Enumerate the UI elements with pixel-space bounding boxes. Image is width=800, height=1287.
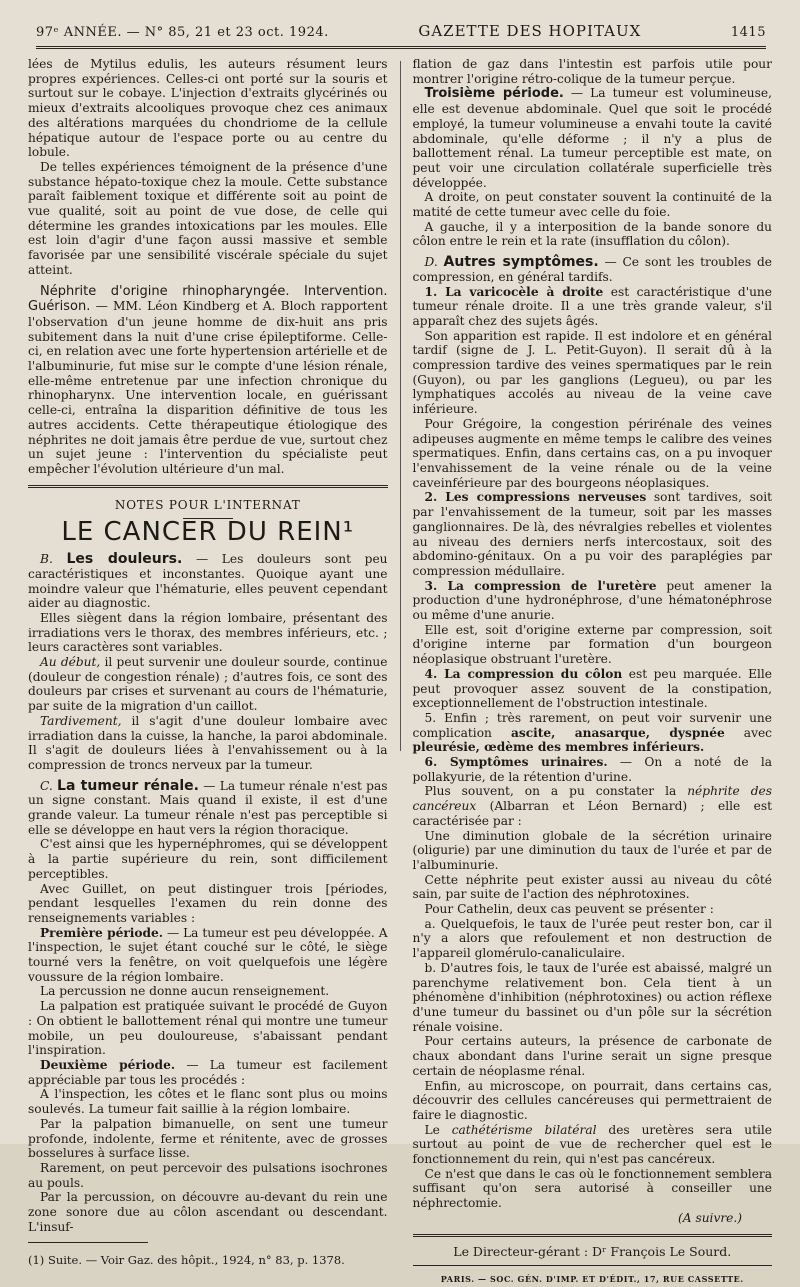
paragraph bbox=[28, 284, 388, 477]
paragraph: Pour certains auteurs, la présence de carbonate de chaux abondant dans l'urine serait un signe presque certain de néoplasme rénal. bbox=[412, 1034, 772, 1078]
paragraph-text: — La tumeur est volumineuse, elle est devenue abdominale. Quel que soit le procédé employé, la tumeur volumineuse a envahi toute la cavité abdominale, qu'elle déforme ; il n'y a plus de ballottement rénal. La tumeur perceptible est mate, on peut voir une circulation collatérale superficielle très développée. bbox=[412, 86, 772, 190]
paragraph bbox=[28, 552, 388, 611]
paragraph bbox=[28, 779, 388, 838]
paragraph-text: avec bbox=[724, 725, 772, 740]
paragraph: Avec Guillet, on peut distinguer trois [périodes, pendant lesquelles l'examen du rein donne des renseignements variables : bbox=[28, 881, 388, 925]
divider bbox=[413, 1234, 773, 1237]
italic-text: néphrite des cancéreux bbox=[412, 784, 772, 814]
paragraph-text: — La tumeur rénale n'est pas un signe constant. Mais quand il existe, il est d'une grande valeur. La tumeur rénale n'est pas perceptible si elle se développe en haut vers la région thoracique. bbox=[28, 778, 388, 837]
paragraph: A l'inspection, les côtes et le flanc sont plus ou moins soulevés. La tumeur fait saillie à la région lombaire. bbox=[28, 1087, 388, 1117]
subsection-title: Deuxième période. bbox=[40, 1058, 176, 1072]
paragraph-text: — Les douleurs sont peu caractéristiques et inconstantes. Quoique ayant une moindre valeur que l'hématurie, elles peuvent cependant aider au diagnostic. bbox=[28, 552, 388, 611]
paragraph: Pour Grégoire, la congestion périrénale des veines adipeuses augmente en même temps le calibre des veines spermatiques. Enfin, dans certains cas, on a pu invoquer l'envahissement de la veine rénale ou de la veine caveinférieure par des bourgeons néoplasiques. bbox=[412, 416, 772, 490]
section-letter: B. bbox=[40, 552, 53, 567]
paragraph bbox=[28, 655, 388, 714]
paragraph-text: — Ce sont les troubles de compression, en général tardifs. bbox=[412, 255, 773, 284]
paragraph bbox=[413, 86, 773, 190]
column-separator bbox=[400, 61, 401, 751]
paragraph: De telles expériences témoignent de la présence d'une substance hépato-toxique chez la moule. Cette substance paraît faiblement toxique et différente soit au point de vue qualité, soit au point de vue dose, de celle qui détermine les grandes intoxications par les moules. Elle est loin d'agir d'une façon aussi massive et semble favorisée par une sensibilité viscérale spéciale du sujet atteint. bbox=[28, 159, 388, 277]
paragraph-text: 5. Enfin ; très rarement, on peut voir survenir une complication bbox=[412, 710, 772, 740]
paragraph bbox=[413, 711, 773, 755]
italic-text: cathétérisme bilatéral bbox=[451, 1122, 597, 1137]
paragraph: La palpation est pratiquée suivant le procédé de Guyon : On obtient le ballottement rénal qui montre une tumeur mobile, un peu douloureuse, s'abaissant pendant l'inspiration. bbox=[28, 999, 388, 1058]
paragraph bbox=[413, 490, 773, 578]
paragraph: Rarement, on peut percevoir des pulsations isochrones au pouls. bbox=[28, 1160, 388, 1190]
issue-info: 97ᵉ ANNÉE. — N° 85, 21 et 23 oct. 1924. bbox=[36, 25, 329, 40]
subsection-title: 3. La compression de l'uretère bbox=[424, 578, 657, 593]
paragraph: Elle est, soit d'origine externe par compression, soit d'origine interne par formation d'un bourgeon néoplasique obstruant l'uretère. bbox=[412, 622, 772, 667]
paragraph bbox=[28, 714, 388, 773]
paragraph: Pour Cathelin, deux cas peuvent se présenter : bbox=[424, 902, 714, 917]
section-title: Les douleurs. bbox=[66, 551, 183, 568]
paragraph: Par la palpation bimanuelle, on sent une tumeur profonde, indolente, ferme et rénitente, avec de grosses bosselures à surface lisse. bbox=[28, 1116, 388, 1161]
paragraph-text: est caractéristique d'une tumeur rénale droite. Il a une très grande valeur, s'il apparaît chez des sujets âgés. bbox=[412, 284, 772, 328]
paragraph: Ce n'est que dans le cas où le fonctionnement semblera suffisant qu'on sera autorisé à conseiller une néphrectomie. bbox=[412, 1166, 772, 1211]
section-letter: D. bbox=[424, 255, 438, 270]
section-title: Néphrite d'origine rhinopharyngée. Intervention. Guérison. bbox=[28, 283, 388, 315]
article-title: LE CANCER DU REIN¹ bbox=[61, 517, 355, 548]
paragraph-text: — On a noté de la pollakyurie, de la rétention d'urine. bbox=[412, 755, 772, 784]
paragraph-text: sont tardives, soit par l'envahissement de la tumeur, soit par les masses ganglionnaires. De là, des névralgies rebelles et violentes au niveau des derniers nerfs intercostaux, soit des abdomino-génitaux. On a pu voir des paraplégies par compression médullaire. bbox=[412, 490, 772, 578]
italic-text: Tardivement, bbox=[40, 713, 122, 728]
subsection-title: 1. La varicocèle à droite bbox=[424, 284, 604, 299]
paragraph: Par la percussion, on découvre au-devant du rein une zone sonore due au côlon ascendant ou descendant. L'insuf- bbox=[28, 1190, 388, 1234]
divider bbox=[28, 485, 388, 488]
paragraph: flation de gaz dans l'intestin est parfois utile pour montrer l'origine rétro-colique de la tumeur perçue. bbox=[412, 57, 772, 86]
paragraph-text: peut amener la production d'une hydronéphrose, d'une hématonéphrose ou même d'une anurie. bbox=[412, 578, 772, 623]
paragraph bbox=[413, 667, 773, 711]
paragraph: a. Quelquefois, le taux de l'urée peut rester bon, car il n'y a alors que refoulement et non destruction de l'appareil glomérulo-canaliculaire. bbox=[412, 916, 772, 961]
paragraph bbox=[413, 255, 773, 284]
paragraph-text: il s'agit d'une douleur lombaire avec irradiation dans la cuisse, la hanche, la paroi abdominale. Il s'agit de douleurs liées à l'envahissement ou à la compression de troncs nerveux par la tumeur. bbox=[28, 713, 388, 772]
paragraph bbox=[413, 285, 773, 329]
page-header bbox=[36, 22, 766, 49]
to-be-continued: (A suivre.) bbox=[678, 1210, 742, 1225]
paragraph bbox=[413, 784, 773, 828]
subsection-title: 2. Les compressions nerveuses bbox=[424, 490, 647, 505]
journal-title: GAZETTE DES HOPITAUX bbox=[418, 22, 642, 40]
paragraph: Elles siègent dans la région lombaire, présentant des irradiations vers le thorax, des membres inférieurs, etc. ; leurs caractères sont variables. bbox=[28, 610, 388, 655]
paragraph: A gauche, il y a interposition de la bande sonore du côlon entre le rein et la rate (insufflation du côlon). bbox=[412, 219, 772, 249]
paragraph-text: — La tumeur est peu développée. A l'inspection, le sujet étant couché sur le côté, le siège tourné vers la fenêtre, on voit quelquefois une légère voussure de la région lombaire. bbox=[28, 925, 388, 984]
paragraph bbox=[413, 755, 773, 784]
paragraph-text: Le bbox=[424, 1122, 452, 1137]
subsection-title: Première période. bbox=[40, 925, 164, 940]
paragraph-text: — La tumeur est facilement appréciable par tous les procédés : bbox=[28, 1058, 388, 1087]
subsection-title: 4. La compression du côlon bbox=[424, 666, 623, 681]
paragraph: b. D'autres fois, le taux de l'urée est abaissé, malgré un parenchyme relativement bon. Cela tient à un phénomène d'inhibition (néphrotoxines) ou action réflexe d'une tumeur du bassinet ou d'un pôle sur la sécrétion rénale voisine. bbox=[412, 960, 772, 1034]
section-title: La tumeur rénale. bbox=[57, 777, 199, 794]
paragraph bbox=[413, 1123, 773, 1167]
paragraph bbox=[413, 579, 773, 623]
paragraph: A droite, on peut constater souvent la continuité de la matité de cette tumeur avec celle du foie. bbox=[412, 190, 772, 220]
paragraph: lées de Mytilus edulis, les auteurs résument leurs propres expériences. Celles-ci ont porté sur la souris et surtout sur le cobaye. L'injection d'extraits glycérinés ou mieux d'extraits alcooliques provoque chez ces animaux des altérations marquées du chondriome de la cellule hépatique autour de l'espace porte ou au centre du lobule. bbox=[28, 57, 388, 160]
bold-text: pleurésie, œdème des membres inférieurs. bbox=[412, 740, 705, 755]
paragraph: C'est ainsi que les hypernéphromes, qui se développent à la partie supérieure du rein, sont difficilement perceptibles. bbox=[28, 837, 388, 881]
paragraph: La percussion ne donne aucun renseignement. bbox=[40, 984, 330, 999]
bold-text: ascite, anasarque, dyspnée bbox=[510, 725, 725, 740]
paragraph bbox=[28, 1058, 388, 1087]
director-line: Le Directeur-gérant : Dʳ François Le Sourd. bbox=[453, 1243, 732, 1259]
paragraph-text: est peu marquée. Elle peut provoquer assez souvent de la constipation, exceptionnellement de l'obstruction intestinale. bbox=[412, 666, 772, 711]
footnote: (1) Suite. — Voir Gaz. des hôpit., 1924, n° 83, p. 1378. bbox=[28, 1253, 345, 1268]
left-column bbox=[28, 57, 388, 1268]
paragraph: Cette néphrite peut exister aussi au niveau du côté sain, par suite de l'action des néphrotoxines. bbox=[412, 872, 772, 902]
italic-text: Au début, bbox=[40, 655, 101, 670]
divider bbox=[28, 1242, 148, 1243]
paragraph-text: il peut survenir une douleur sourde, continue (douleur de congestion rénale) ; d'autres fois, ce sont des douleurs par crises et survenant au cours de l'hématurie, par suite de la migration d'un caillot. bbox=[28, 655, 388, 714]
right-column bbox=[412, 57, 773, 1285]
subsection-title: 6. Symptômes urinaires. bbox=[424, 755, 608, 770]
page-number: 1415 bbox=[730, 25, 766, 40]
notes-heading: NOTES POUR L'INTERNAT bbox=[114, 497, 301, 512]
paragraph: Son apparition est rapide. Il est indolore et en général tardif (signe de J. L. Petit-Guyon). Il serait dû à la compression tardive des veines spermatiques par le rein (Guyon), ou par les ganglions (Legueu), ou par les lymphatiques accolés au niveau de la veine cave inférieure. bbox=[412, 328, 772, 417]
section-title: Autres symptômes. bbox=[443, 254, 599, 271]
subsection-title: Troisième période. bbox=[424, 86, 564, 102]
printer-imprint: PARIS. — SOC. GÉN. D'IMP. ET D'ÉDIT., 17, RUE CASSETTE. bbox=[440, 1274, 744, 1285]
section-letter: C. bbox=[40, 778, 53, 793]
paragraph-text: des uretères sera utile surtout au point de vue de rechercher quel est le fonctionnement du rein, qui n'est pas cancéreux. bbox=[412, 1122, 772, 1167]
paragraph: Une diminution globale de la sécrétion urinaire (oligurie) par une diminution du taux de l'urée et par de l'albuminurie. bbox=[412, 828, 772, 872]
paragraph bbox=[28, 926, 388, 985]
paragraph-text: Plus souvent, on a pu constater la bbox=[424, 784, 688, 799]
paragraph: Enfin, au microscope, on pourrait, dans certains cas, découvrir des cellules cancéreuses qui permettraient de faire le diagnostic. bbox=[412, 1078, 772, 1122]
paragraph-text: — MM. Léon Kindberg et A. Bloch rapportent l'observation d'un jeune homme de dix-huit ans pris subitement dans la nuit d'une crise épileptiforme. Celle-ci, en relation avec une forte hypertension artérielle et de l'albuminurie, fut mise sur le compte d'une lésion rénale, elle-même entretenue par une infection chronique du rhinopharynx. Une intervention locale, en guérissant celle-ci, entraîna la disparition définitive de tous les autres accidents. Cette thérapeutique étiologique des néphrites ne doit jamais être perdue de vue, surtout chez un sujet jeune : l'intervention du spécialiste peut empêcher l'évolution ultérieure d'un mal. bbox=[28, 299, 388, 476]
divider bbox=[413, 1265, 773, 1266]
paragraph-text: (Albarran et Léon Bernard) ; elle est caractérisée par : bbox=[412, 799, 772, 828]
